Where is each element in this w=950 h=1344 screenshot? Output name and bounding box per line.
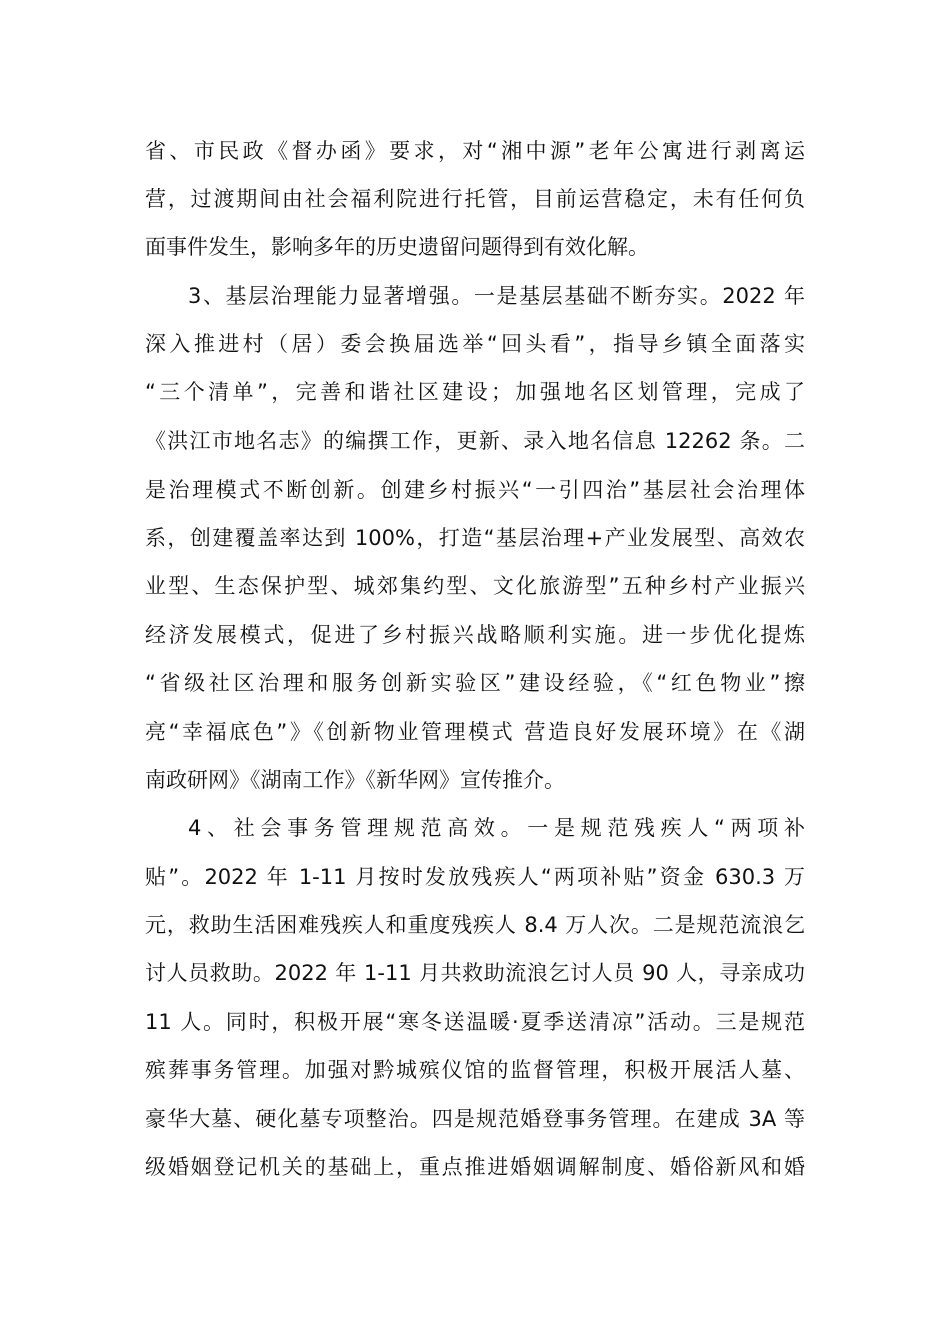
text-line: “省级社区治理和服务创新实验区”建设经验，《“红色物业”擦: [145, 671, 805, 695]
text-line: 面事件发生，影响多年的历史遗留问题得到有效化解。: [145, 235, 649, 259]
text-line: 经济发展模式，促进了乡村振兴战略顺利实施。进一步优化提炼: [145, 623, 805, 647]
text-line: 讨人员救助。2022 年 1-11 月共救助流浪乞讨人员 90 人，寻亲成功: [145, 961, 805, 985]
text-line: 亮“幸福底色”》《创新物业管理模式 营造良好发展环境》在《湖: [145, 720, 805, 744]
text-line: “三个清单”，完善和谐社区建设；加强地名区划管理，完成了: [145, 380, 805, 404]
text-line: 豪华大墓、硬化墓专项整治。四是规范婚登事务管理。在建成 3A 等: [145, 1107, 805, 1131]
text-line: 《洪江市地名志》的编撰工作，更新、录入地名信息 12262 条。二: [145, 429, 805, 453]
text-line: 11 人。同时，积极开展“寒冬送温暖·夏季送清凉”活动。三是规范: [145, 1010, 805, 1034]
text-line: 系，创建覆盖率达到 100%，打造“基层治理+产业发展型、高效农: [145, 526, 805, 550]
text-line: 业型、生态保护型、城郊集约型、文化旅游型”五种乡村产业振兴: [145, 574, 805, 598]
text-line: 深入推进村（居）委会换届选举“回头看”，指导乡镇全面落实: [145, 332, 805, 356]
text-line: 元，救助生活困难残疾人和重度残疾人 8.4 万人次。二是规范流浪乞: [145, 913, 805, 937]
text-line: 级婚姻登记机关的基础上，重点推进婚姻调解制度、婚俗新风和婚: [145, 1155, 805, 1179]
text-line: 殡葬事务管理。加强对黔城殡仪馆的监督管理，积极开展活人墓、: [145, 1058, 805, 1082]
text-line: 贴”。2022 年 1-11 月按时发放残疾人“两项补贴”资金 630.3 万: [145, 865, 805, 889]
text-line: 省、市民政《督办函》要求，对“湘中源”老年公寓进行剥离运: [145, 139, 805, 163]
text-line: 3、基层治理能力显著增强。一是基层基础不断夯实。2022 年: [188, 284, 805, 308]
text-line: 营，过渡期间由社会福利院进行托管，目前运营稳定，未有任何负: [145, 187, 805, 211]
text-line: 4、社会事务管理规范高效。一是规范残疾人“两项补: [188, 816, 805, 840]
text-line: 是治理模式不断创新。创建乡村振兴“一引四治”基层社会治理体: [145, 478, 805, 502]
text-line: 南政研网》《湖南工作》《新华网》宣传推介。: [145, 768, 565, 792]
